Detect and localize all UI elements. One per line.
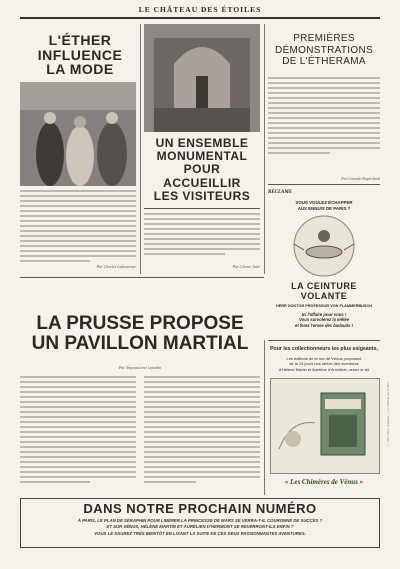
section-rule xyxy=(20,277,264,278)
footer-lines xyxy=(24,518,376,537)
ad2-body-line: Les éditions de la rue de Vénus proposent xyxy=(286,356,362,361)
ad1-slogan-line: Vous survolerez la mêlée xyxy=(299,317,349,323)
masthead-rule xyxy=(20,17,380,19)
ad2-rule xyxy=(268,340,380,341)
article1-body xyxy=(20,190,136,270)
side-caption: © Alex Alice, Dargaud — Le Château des Étoiles xyxy=(386,382,390,448)
book-illustration xyxy=(271,379,379,473)
ad1-slogan-line: Ici l'affaire pour vous ! xyxy=(301,312,347,317)
ad2-body xyxy=(268,356,380,372)
article2-body xyxy=(144,213,260,263)
column-divider xyxy=(264,24,265,274)
article4-title xyxy=(20,314,260,354)
column-divider xyxy=(264,340,265,495)
ad1-tagline-line: VOUS VOULEZ ÉCHAPPER xyxy=(295,200,353,205)
footer-line: VOUS LE SAUREZ TRÈS BIENTÔT EN LISANT LA SUITE DE CES DEUX PASSIONNANTES AVENTURES. xyxy=(94,530,306,536)
article1-photo xyxy=(20,82,136,186)
ad1-tagline xyxy=(268,200,380,211)
column-divider xyxy=(140,24,141,274)
article3-title-line: DÉMONSTRATIONS xyxy=(275,44,373,56)
ad2-frame xyxy=(270,378,380,474)
article3-title-line: DE L'ÉTHERAMA xyxy=(282,56,366,67)
article4-body-right xyxy=(144,376,260,494)
footer-title: DANS NOTRE PROCHAIN NUMÉRO xyxy=(83,501,317,516)
flying-belt-icon xyxy=(292,214,356,278)
article4-title-line: UN PAVILLON MARTIAL xyxy=(31,332,249,354)
article2-title-line: LES VISITEURS xyxy=(153,188,251,203)
ad1-illustration xyxy=(292,214,356,278)
article2-title-line: MONUMENTAL xyxy=(156,149,248,164)
ad2-body-line: d'Hélène Martin et Auréline d'Aminthel, venez le tôt xyxy=(278,366,370,372)
article2-photo xyxy=(144,24,260,132)
ad1-slogan xyxy=(268,312,380,328)
ad1-product-title: LA CEINTURE VOLANTE xyxy=(291,281,357,301)
footer-line: À PARIS, LE PLAN DE SÉRAPHIN POUR LIBÉRER LA PRINCESSE DE MARS SE VERRA-T-IL COURONNÉ DE SUCCÈS ? xyxy=(77,518,323,523)
ad2-book-title: « Les Chimères de Vénus » xyxy=(284,478,364,486)
fashion-illustration xyxy=(20,82,136,186)
ad2-title: Pour les collectionneurs les plus exigeants, xyxy=(270,346,378,352)
article1-title-line: INFLUENCE xyxy=(37,46,123,63)
article2-title xyxy=(144,137,260,203)
footer-line: ET SUR VÉNUS, HÉLÈNE MARTIN ET AURÉLIEN D'HERMONT SE REVERRONT-ILS ENFIN ? xyxy=(106,524,294,530)
ad1-header: RÉCLAME xyxy=(268,190,293,195)
article3-body xyxy=(268,77,380,167)
article1-title-line: L'ÉTHER xyxy=(48,32,112,48)
article3-title-line: PREMIÈRES xyxy=(293,33,355,44)
article2-rule xyxy=(144,208,260,209)
ad1-tagline-line: AUX ENNUIS DE PARIS ? xyxy=(297,205,351,211)
article2-signature: Par Céleste Jatté xyxy=(232,264,260,269)
ad2-body-line: de la 24 jours nos séries des aventures xyxy=(289,361,359,367)
article4-title-line: LA PRUSSE PROPOSE xyxy=(36,313,244,334)
article1-signature: Par Charles Laboureuse xyxy=(96,264,136,269)
pavilion-illustration xyxy=(144,24,260,132)
article1-title-line: LA MODE xyxy=(46,61,114,78)
article3-rule xyxy=(268,184,380,185)
masthead: LE CHÂTEAU DES ÉTOILES xyxy=(138,5,262,14)
article1-title xyxy=(20,33,140,77)
article2-title-line: UN ENSEMBLE xyxy=(155,136,249,150)
ad1-slogan-line: et ferez l'envie des badauds ! xyxy=(294,322,353,328)
article4-body-left xyxy=(20,376,136,494)
article3-signature: Par Léonide Dupéchard xyxy=(341,176,380,181)
article4-signature: Par Nepomucène Lejardin xyxy=(118,365,162,370)
ad1-product-by: HERR DOKTOR PROFESSOR VON FLAMMERBUSCH xyxy=(276,304,372,308)
article2-title-line: POUR ACCUEILLIR xyxy=(163,162,241,190)
article3-title xyxy=(268,33,380,68)
